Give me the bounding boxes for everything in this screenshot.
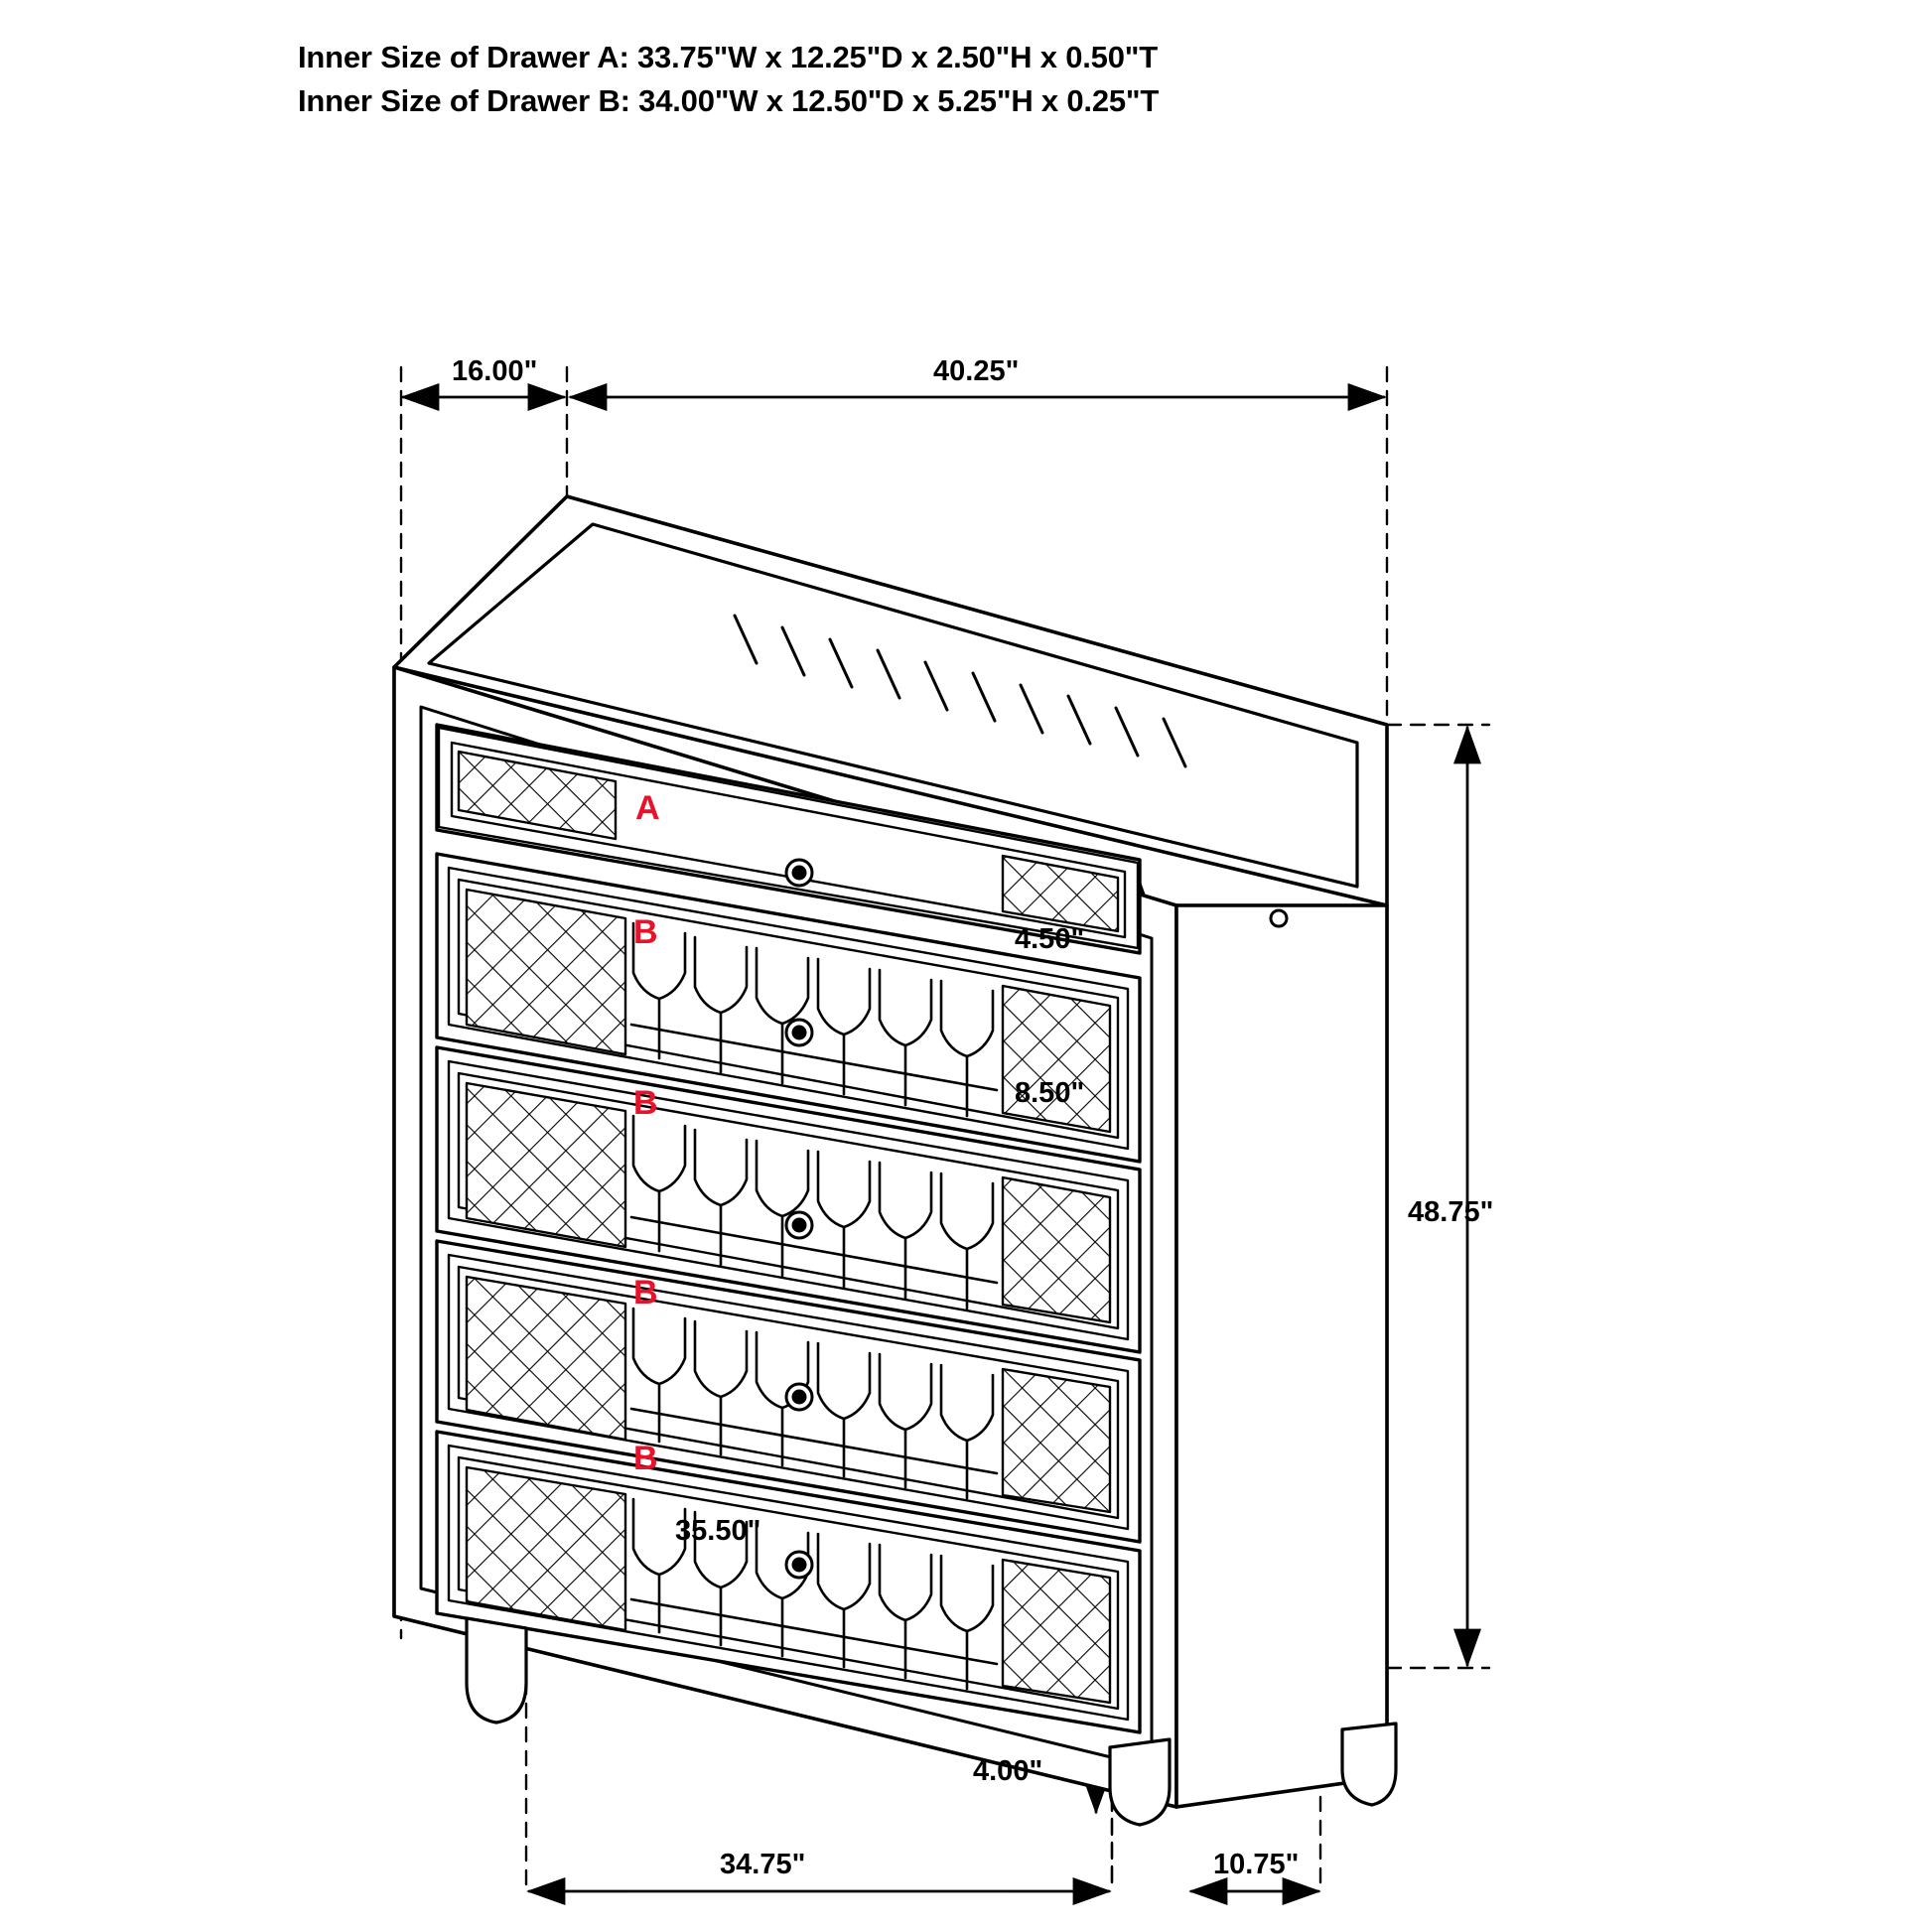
inner-size-drawer-b-note: Inner Size of Drawer B: 34.00"W x 12.50"D x 5.25"H x 0.25"T [298,83,1160,119]
dimension-drawer-b-height: 8.50" [1015,1077,1085,1109]
dimension-total-height: 48.75" [1408,1196,1494,1228]
drawer-marker-a: A [635,789,660,827]
drawer-marker-b2: B [633,1084,658,1122]
dimension-base-depth: 10.75" [1213,1849,1300,1880]
drawer-marker-b3: B [633,1274,658,1311]
dimension-base-width: 34.75" [720,1849,806,1880]
dimension-width-top: 40.25" [933,355,1020,387]
dimension-drawer-a-height: 4.50" [1015,923,1085,955]
dimension-depth-top: 16.00" [452,355,538,387]
drawer-marker-b4: B [633,1440,658,1477]
dimension-leg-height: 4.00" [973,1755,1043,1787]
dimension-front-width: 35.50" [675,1515,761,1547]
inner-size-drawer-a-note: Inner Size of Drawer A: 33.75"W x 12.25"D x 2.50"H x 0.50"T [298,40,1158,74]
drawer-marker-b1: B [633,913,658,951]
